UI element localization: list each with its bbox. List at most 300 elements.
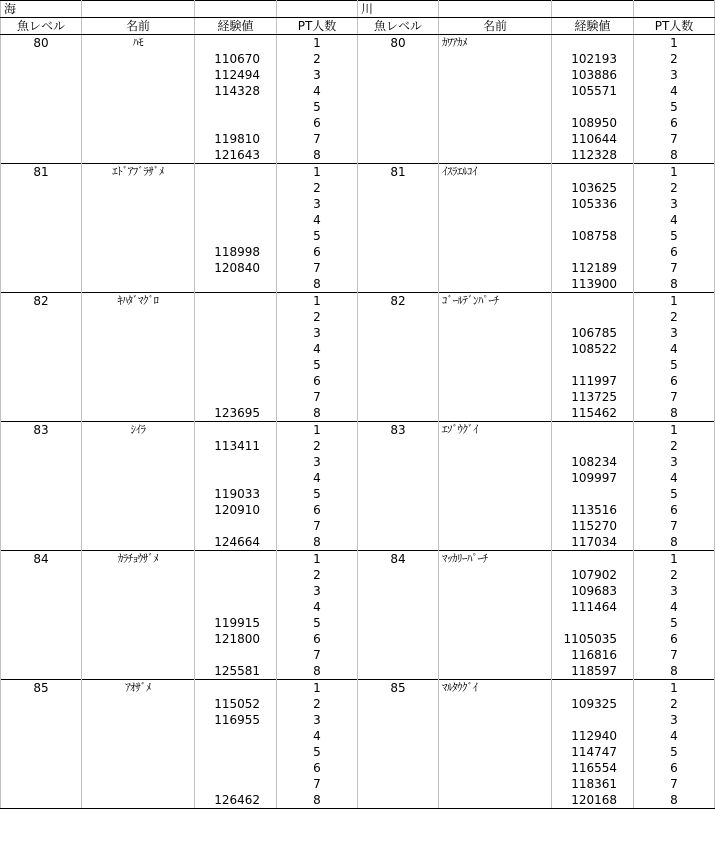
exp-cell[interactable]: 123695 — [195, 405, 277, 422]
fish-name-cell[interactable] — [82, 212, 195, 228]
pt-count-cell[interactable]: 1 — [634, 422, 715, 439]
fish-name-cell[interactable] — [439, 502, 552, 518]
pt-count-cell[interactable]: 1 — [277, 680, 358, 697]
pt-count-cell[interactable]: 6 — [634, 631, 715, 647]
level-cell[interactable] — [358, 518, 439, 534]
level-cell[interactable] — [358, 712, 439, 728]
level-cell[interactable]: 80 — [358, 35, 439, 52]
pt-count-cell[interactable]: 4 — [634, 599, 715, 615]
level-cell[interactable] — [358, 615, 439, 631]
exp-cell[interactable]: 103625 — [552, 180, 634, 196]
fish-name-cell[interactable] — [82, 696, 195, 712]
pt-count-cell[interactable]: 1 — [634, 35, 715, 52]
exp-cell[interactable]: 115462 — [552, 405, 634, 422]
fish-name-cell[interactable] — [82, 567, 195, 583]
exp-cell[interactable]: 120168 — [552, 792, 634, 809]
exp-cell[interactable]: 108950 — [552, 115, 634, 131]
exp-cell[interactable] — [552, 486, 634, 502]
level-cell[interactable] — [358, 631, 439, 647]
fish-name-cell[interactable] — [82, 583, 195, 599]
pt-count-cell[interactable]: 7 — [277, 776, 358, 792]
level-cell[interactable] — [1, 389, 82, 405]
exp-cell[interactable] — [195, 776, 277, 792]
pt-count-cell[interactable]: 8 — [277, 276, 358, 293]
fish-name-cell[interactable] — [82, 115, 195, 131]
exp-cell[interactable] — [552, 680, 634, 697]
exp-cell[interactable] — [552, 293, 634, 310]
pt-count-cell[interactable]: 5 — [634, 99, 715, 115]
level-cell[interactable]: 82 — [1, 293, 82, 310]
exp-cell[interactable] — [195, 744, 277, 760]
river-label-cell[interactable] — [358, 1, 439, 18]
pt-count-cell[interactable]: 8 — [634, 276, 715, 293]
exp-cell[interactable] — [195, 373, 277, 389]
level-cell[interactable] — [1, 792, 82, 809]
pt-count-cell[interactable]: 8 — [634, 534, 715, 551]
pt-count-cell[interactable]: 6 — [277, 760, 358, 776]
fish-name-cell[interactable] — [439, 99, 552, 115]
fish-name-cell[interactable] — [82, 728, 195, 744]
fish-name-cell[interactable] — [439, 373, 552, 389]
fish-name-cell[interactable] — [82, 99, 195, 115]
exp-cell[interactable]: 112189 — [552, 260, 634, 276]
pt-count-cell[interactable]: 1 — [277, 164, 358, 181]
fish-name-cell[interactable] — [82, 454, 195, 470]
exp-cell[interactable]: 112494 — [195, 67, 277, 83]
exp-cell[interactable] — [195, 99, 277, 115]
exp-cell[interactable]: 116816 — [552, 647, 634, 663]
fish-name-cell[interactable] — [439, 325, 552, 341]
fish-name-cell[interactable] — [439, 341, 552, 357]
level-cell[interactable] — [1, 696, 82, 712]
fish-name-cell[interactable] — [439, 309, 552, 325]
fish-name-cell[interactable]: ｱｵｻﾞﾒ — [82, 680, 195, 697]
pt-count-cell[interactable]: 5 — [634, 744, 715, 760]
level-cell[interactable]: 85 — [1, 680, 82, 697]
fish-name-cell[interactable] — [439, 83, 552, 99]
level-cell[interactable] — [358, 147, 439, 164]
exp-cell[interactable] — [195, 180, 277, 196]
fish-name-cell[interactable]: ｴｿﾞｳｸﾞｲ — [439, 422, 552, 439]
exp-cell[interactable] — [195, 115, 277, 131]
pt-count-cell[interactable]: 8 — [634, 663, 715, 680]
pt-count-cell[interactable]: 4 — [277, 341, 358, 357]
level-cell[interactable] — [358, 389, 439, 405]
empty-cell[interactable] — [634, 1, 715, 18]
level-cell[interactable] — [1, 567, 82, 583]
level-cell[interactable] — [1, 115, 82, 131]
exp-cell[interactable]: 112328 — [552, 147, 634, 164]
fish-name-cell[interactable] — [439, 454, 552, 470]
exp-cell[interactable] — [195, 325, 277, 341]
pt-count-cell[interactable]: 7 — [277, 131, 358, 147]
fish-name-cell[interactable] — [82, 244, 195, 260]
col-header-level-river[interactable]: 魚レベル — [358, 18, 439, 35]
exp-cell[interactable] — [195, 212, 277, 228]
pt-count-cell[interactable]: 5 — [634, 486, 715, 502]
empty-cell[interactable] — [82, 1, 195, 18]
pt-count-cell[interactable]: 8 — [277, 792, 358, 809]
pt-count-cell[interactable]: 7 — [277, 260, 358, 276]
pt-count-cell[interactable]: 4 — [634, 212, 715, 228]
level-cell[interactable] — [358, 228, 439, 244]
level-cell[interactable] — [1, 615, 82, 631]
col-header-pt-river[interactable]: PT人数 — [634, 18, 715, 35]
level-cell[interactable] — [358, 438, 439, 454]
exp-cell[interactable]: 114747 — [552, 744, 634, 760]
fish-name-cell[interactable] — [82, 663, 195, 680]
fish-name-cell[interactable] — [439, 760, 552, 776]
pt-count-cell[interactable]: 1 — [277, 35, 358, 52]
fish-name-cell[interactable] — [439, 599, 552, 615]
fish-name-cell[interactable] — [439, 147, 552, 164]
pt-count-cell[interactable]: 8 — [277, 534, 358, 551]
exp-cell[interactable] — [195, 35, 277, 52]
fish-name-cell[interactable] — [82, 357, 195, 373]
level-cell[interactable] — [358, 196, 439, 212]
pt-count-cell[interactable]: 3 — [634, 583, 715, 599]
level-cell[interactable] — [358, 373, 439, 389]
level-cell[interactable]: 82 — [358, 293, 439, 310]
pt-count-cell[interactable]: 8 — [634, 792, 715, 809]
level-cell[interactable] — [1, 744, 82, 760]
exp-cell[interactable]: 121643 — [195, 147, 277, 164]
pt-count-cell[interactable]: 3 — [634, 712, 715, 728]
exp-cell[interactable] — [195, 309, 277, 325]
exp-cell[interactable] — [195, 599, 277, 615]
fish-name-cell[interactable] — [82, 534, 195, 551]
pt-count-cell[interactable]: 6 — [634, 244, 715, 260]
level-cell[interactable] — [358, 534, 439, 551]
level-cell[interactable]: 83 — [358, 422, 439, 439]
pt-count-cell[interactable]: 2 — [277, 51, 358, 67]
fish-name-cell[interactable] — [82, 51, 195, 67]
exp-cell[interactable]: 107902 — [552, 567, 634, 583]
level-cell[interactable] — [358, 728, 439, 744]
level-cell[interactable] — [358, 325, 439, 341]
exp-cell[interactable]: 120840 — [195, 260, 277, 276]
fish-name-cell[interactable] — [439, 115, 552, 131]
fish-name-cell[interactable] — [82, 67, 195, 83]
exp-cell[interactable]: 108234 — [552, 454, 634, 470]
exp-cell[interactable]: 103886 — [552, 67, 634, 83]
level-cell[interactable] — [358, 67, 439, 83]
level-cell[interactable] — [1, 760, 82, 776]
exp-cell[interactable]: 109997 — [552, 470, 634, 486]
pt-count-cell[interactable]: 4 — [634, 470, 715, 486]
level-cell[interactable] — [1, 373, 82, 389]
fish-name-cell[interactable] — [82, 599, 195, 615]
pt-count-cell[interactable]: 7 — [634, 647, 715, 663]
fish-name-cell[interactable] — [82, 228, 195, 244]
exp-cell[interactable]: 115270 — [552, 518, 634, 534]
empty-cell[interactable] — [552, 1, 634, 18]
pt-count-cell[interactable]: 4 — [277, 212, 358, 228]
level-cell[interactable] — [1, 486, 82, 502]
pt-count-cell[interactable]: 1 — [277, 422, 358, 439]
level-cell[interactable]: 85 — [358, 680, 439, 697]
pt-count-cell[interactable]: 6 — [634, 373, 715, 389]
level-cell[interactable] — [1, 631, 82, 647]
fish-name-cell[interactable] — [82, 647, 195, 663]
fish-name-cell[interactable]: ﾏﾙﾀｳｸﾞｲ — [439, 680, 552, 697]
level-cell[interactable] — [358, 792, 439, 809]
level-cell[interactable] — [1, 99, 82, 115]
exp-cell[interactable] — [195, 647, 277, 663]
fish-name-cell[interactable] — [82, 486, 195, 502]
exp-cell[interactable]: 111464 — [552, 599, 634, 615]
fish-name-cell[interactable] — [439, 615, 552, 631]
level-cell[interactable] — [358, 744, 439, 760]
fish-name-cell[interactable]: ｶﾗﾁｮｳｻﾞﾒ — [82, 551, 195, 568]
level-cell[interactable] — [358, 454, 439, 470]
exp-cell[interactable]: 113411 — [195, 438, 277, 454]
pt-count-cell[interactable]: 2 — [277, 438, 358, 454]
pt-count-cell[interactable]: 2 — [277, 567, 358, 583]
fish-name-cell[interactable]: ﾏｯｶﾘｰﾊﾟｰﾁ — [439, 551, 552, 568]
pt-count-cell[interactable]: 2 — [634, 51, 715, 67]
fish-name-cell[interactable] — [439, 663, 552, 680]
fish-name-cell[interactable] — [82, 438, 195, 454]
level-cell[interactable] — [358, 276, 439, 293]
fish-name-cell[interactable] — [439, 357, 552, 373]
pt-count-cell[interactable]: 4 — [634, 728, 715, 744]
pt-count-cell[interactable]: 6 — [277, 244, 358, 260]
pt-count-cell[interactable]: 6 — [634, 502, 715, 518]
level-cell[interactable] — [1, 518, 82, 534]
exp-cell[interactable] — [552, 357, 634, 373]
fish-name-cell[interactable] — [439, 244, 552, 260]
level-cell[interactable] — [358, 212, 439, 228]
exp-cell[interactable]: 119810 — [195, 131, 277, 147]
level-cell[interactable] — [1, 470, 82, 486]
exp-cell[interactable] — [552, 551, 634, 568]
level-cell[interactable] — [358, 51, 439, 67]
level-cell[interactable] — [1, 341, 82, 357]
fish-name-cell[interactable] — [439, 486, 552, 502]
exp-cell[interactable]: 119915 — [195, 615, 277, 631]
exp-cell[interactable] — [552, 422, 634, 439]
level-cell[interactable] — [358, 405, 439, 422]
fish-name-cell[interactable] — [82, 389, 195, 405]
level-cell[interactable] — [1, 131, 82, 147]
pt-count-cell[interactable]: 5 — [277, 615, 358, 631]
pt-count-cell[interactable]: 6 — [634, 115, 715, 131]
exp-cell[interactable] — [552, 615, 634, 631]
level-cell[interactable] — [1, 583, 82, 599]
level-cell[interactable] — [1, 83, 82, 99]
pt-count-cell[interactable]: 1 — [634, 293, 715, 310]
pt-count-cell[interactable]: 8 — [277, 147, 358, 164]
pt-count-cell[interactable]: 8 — [634, 147, 715, 164]
exp-cell[interactable] — [195, 422, 277, 439]
exp-cell[interactable] — [552, 164, 634, 181]
pt-count-cell[interactable]: 1 — [634, 680, 715, 697]
fish-name-cell[interactable]: ｶﾜｱｶﾒ — [439, 35, 552, 52]
level-cell[interactable] — [358, 131, 439, 147]
pt-count-cell[interactable]: 8 — [277, 663, 358, 680]
level-cell[interactable] — [358, 309, 439, 325]
pt-count-cell[interactable]: 6 — [277, 373, 358, 389]
fish-name-cell[interactable] — [82, 373, 195, 389]
exp-cell[interactable]: 126462 — [195, 792, 277, 809]
sea-label-cell[interactable] — [1, 1, 82, 18]
fish-name-cell[interactable] — [82, 131, 195, 147]
fish-name-cell[interactable] — [82, 712, 195, 728]
pt-count-cell[interactable]: 3 — [634, 67, 715, 83]
pt-count-cell[interactable]: 8 — [277, 405, 358, 422]
level-cell[interactable] — [358, 647, 439, 663]
pt-count-cell[interactable]: 4 — [277, 599, 358, 615]
level-cell[interactable]: 84 — [1, 551, 82, 568]
pt-count-cell[interactable]: 7 — [634, 518, 715, 534]
level-cell[interactable] — [358, 486, 439, 502]
exp-cell[interactable] — [552, 212, 634, 228]
fish-name-cell[interactable] — [439, 712, 552, 728]
fish-name-cell[interactable] — [439, 180, 552, 196]
pt-count-cell[interactable]: 3 — [277, 454, 358, 470]
pt-count-cell[interactable]: 2 — [277, 180, 358, 196]
exp-cell[interactable]: 105571 — [552, 83, 634, 99]
level-cell[interactable] — [1, 534, 82, 551]
fish-name-cell[interactable] — [439, 131, 552, 147]
pt-count-cell[interactable]: 2 — [634, 309, 715, 325]
fish-name-cell[interactable] — [439, 260, 552, 276]
fish-name-cell[interactable]: ｲｽﾗｴﾙｺｲ — [439, 164, 552, 181]
pt-count-cell[interactable]: 2 — [634, 438, 715, 454]
level-cell[interactable]: 84 — [358, 551, 439, 568]
exp-cell[interactable]: 115052 — [195, 696, 277, 712]
level-cell[interactable] — [358, 776, 439, 792]
exp-cell[interactable] — [195, 454, 277, 470]
exp-cell[interactable]: 1105035 — [552, 631, 634, 647]
exp-cell[interactable] — [195, 760, 277, 776]
col-header-level-sea[interactable]: 魚レベル — [1, 18, 82, 35]
exp-cell[interactable]: 106785 — [552, 325, 634, 341]
col-header-exp-river[interactable]: 経験値 — [552, 18, 634, 35]
exp-cell[interactable]: 114328 — [195, 83, 277, 99]
fish-name-cell[interactable] — [82, 760, 195, 776]
pt-count-cell[interactable]: 3 — [634, 325, 715, 341]
fish-name-cell[interactable] — [82, 792, 195, 809]
fish-name-cell[interactable] — [439, 567, 552, 583]
level-cell[interactable] — [358, 663, 439, 680]
exp-cell[interactable] — [552, 438, 634, 454]
fish-name-cell[interactable] — [439, 470, 552, 486]
fish-name-cell[interactable]: ｴﾄﾞｱﾌﾞﾗｻﾞﾒ — [82, 164, 195, 181]
fish-name-cell[interactable] — [439, 212, 552, 228]
pt-count-cell[interactable]: 3 — [277, 67, 358, 83]
level-cell[interactable] — [1, 51, 82, 67]
exp-cell[interactable]: 110644 — [552, 131, 634, 147]
pt-count-cell[interactable]: 6 — [277, 631, 358, 647]
fish-name-cell[interactable] — [439, 534, 552, 551]
pt-count-cell[interactable]: 4 — [277, 83, 358, 99]
exp-cell[interactable]: 118998 — [195, 244, 277, 260]
fish-name-cell[interactable] — [439, 51, 552, 67]
pt-count-cell[interactable]: 5 — [277, 99, 358, 115]
fish-name-cell[interactable] — [439, 647, 552, 663]
exp-cell[interactable] — [552, 309, 634, 325]
exp-cell[interactable]: 108758 — [552, 228, 634, 244]
level-cell[interactable] — [358, 260, 439, 276]
pt-count-cell[interactable]: 5 — [277, 357, 358, 373]
level-cell[interactable] — [358, 180, 439, 196]
level-cell[interactable]: 83 — [1, 422, 82, 439]
exp-cell[interactable] — [195, 196, 277, 212]
pt-count-cell[interactable]: 3 — [277, 325, 358, 341]
pt-count-cell[interactable]: 5 — [277, 486, 358, 502]
pt-count-cell[interactable]: 2 — [634, 180, 715, 196]
level-cell[interactable] — [1, 438, 82, 454]
fish-name-cell[interactable] — [439, 518, 552, 534]
pt-count-cell[interactable]: 5 — [634, 228, 715, 244]
fish-name-cell[interactable]: ｷﾊﾀﾞﾏｸﾞﾛ — [82, 293, 195, 310]
level-cell[interactable] — [358, 583, 439, 599]
pt-count-cell[interactable]: 6 — [277, 502, 358, 518]
fish-name-cell[interactable] — [439, 728, 552, 744]
fish-name-cell[interactable] — [439, 792, 552, 809]
level-cell[interactable] — [1, 276, 82, 293]
level-cell[interactable]: 81 — [358, 164, 439, 181]
pt-count-cell[interactable]: 7 — [634, 389, 715, 405]
pt-count-cell[interactable]: 4 — [634, 341, 715, 357]
fish-name-cell[interactable] — [82, 405, 195, 422]
fish-name-cell[interactable] — [439, 631, 552, 647]
fish-name-cell[interactable] — [439, 696, 552, 712]
fish-name-cell[interactable] — [439, 583, 552, 599]
exp-cell[interactable] — [195, 293, 277, 310]
pt-count-cell[interactable]: 5 — [277, 744, 358, 760]
level-cell[interactable] — [1, 454, 82, 470]
exp-cell[interactable]: 108522 — [552, 341, 634, 357]
exp-cell[interactable] — [552, 99, 634, 115]
exp-cell[interactable] — [195, 470, 277, 486]
exp-cell[interactable]: 112940 — [552, 728, 634, 744]
level-cell[interactable] — [1, 357, 82, 373]
level-cell[interactable] — [1, 599, 82, 615]
level-cell[interactable] — [1, 502, 82, 518]
col-header-name-sea[interactable]: 名前 — [82, 18, 195, 35]
fish-name-cell[interactable] — [82, 325, 195, 341]
empty-cell[interactable] — [195, 1, 277, 18]
pt-count-cell[interactable]: 1 — [277, 551, 358, 568]
fish-name-cell[interactable] — [439, 438, 552, 454]
exp-cell[interactable] — [195, 518, 277, 534]
fish-name-cell[interactable] — [439, 228, 552, 244]
exp-cell[interactable]: 121800 — [195, 631, 277, 647]
fish-name-cell[interactable] — [82, 309, 195, 325]
level-cell[interactable] — [358, 99, 439, 115]
fish-name-cell[interactable] — [439, 405, 552, 422]
fish-name-cell[interactable] — [439, 744, 552, 760]
pt-count-cell[interactable]: 7 — [634, 260, 715, 276]
pt-count-cell[interactable]: 7 — [634, 131, 715, 147]
exp-cell[interactable]: 119033 — [195, 486, 277, 502]
empty-cell[interactable] — [439, 1, 552, 18]
pt-count-cell[interactable]: 2 — [634, 696, 715, 712]
level-cell[interactable] — [358, 502, 439, 518]
level-cell[interactable] — [358, 760, 439, 776]
pt-count-cell[interactable]: 2 — [277, 696, 358, 712]
fish-name-cell[interactable] — [82, 502, 195, 518]
level-cell[interactable] — [358, 357, 439, 373]
pt-count-cell[interactable]: 7 — [277, 647, 358, 663]
fish-name-cell[interactable] — [82, 470, 195, 486]
level-cell[interactable] — [1, 228, 82, 244]
pt-count-cell[interactable]: 1 — [277, 293, 358, 310]
level-cell[interactable] — [1, 260, 82, 276]
